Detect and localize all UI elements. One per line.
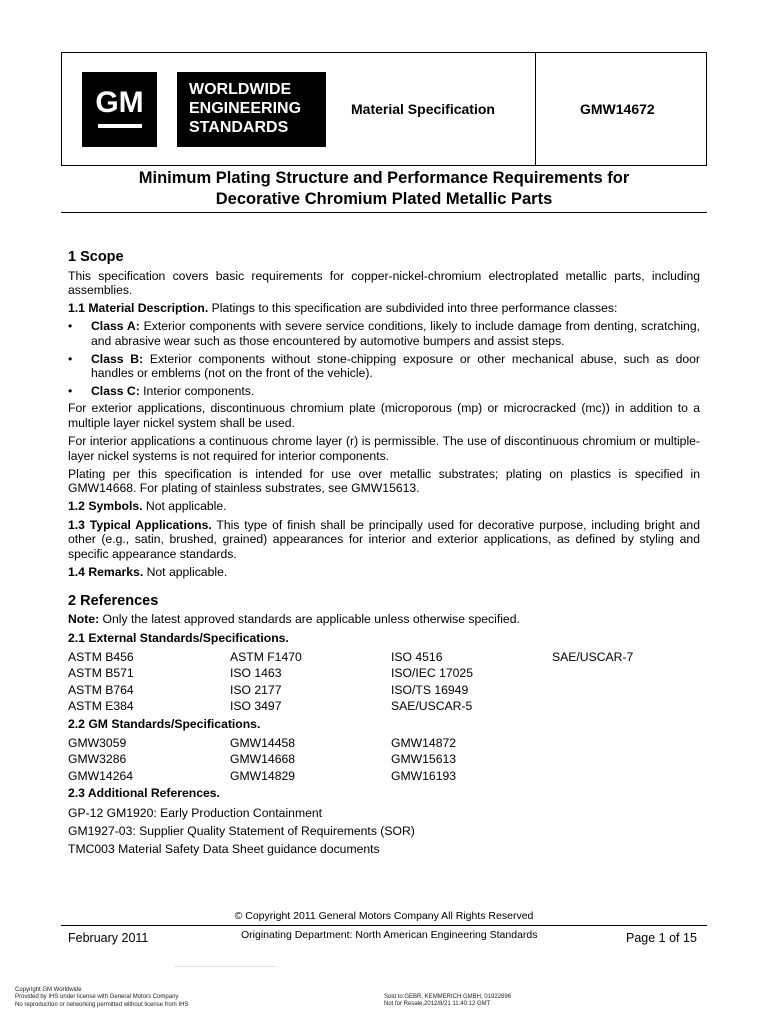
- footer-rule: [61, 925, 707, 926]
- fine-print-line: No reproduction or networking permitted without license from IHS: [15, 1001, 189, 1008]
- class-b-item: [68, 352, 700, 381]
- document-body: [68, 250, 700, 858]
- typical-text: This type of finish shall be principally used for decorative purpose, including bright and other (e.g., satin, brushed, grained) appearances for interior and exterior applications, as defined by styling and specific appearance standards.: [68, 517, 700, 561]
- additional-references-heading: [68, 786, 700, 801]
- symbols: [68, 499, 700, 514]
- copyright-notice: © Copyright 2011 General Motors Company All Rights Reserved: [234, 910, 534, 922]
- fine-print-line: Sold to:GEBR. KEMMERICH GMBH, 01922896: [384, 994, 512, 1000]
- title-rule: [61, 212, 707, 213]
- gm-standards-heading: [68, 717, 700, 732]
- class-a-item: [68, 319, 700, 348]
- bullet-icon: •: [68, 351, 73, 366]
- ref-cell: ISO 1463: [230, 666, 282, 681]
- ref-cell: [552, 682, 700, 699]
- note-label: Note:: [68, 612, 100, 627]
- bullet-icon: •: [68, 319, 73, 334]
- para-plating: Plating per this specification is intended for use over metallic substrates; plating on plastics is specified in GMW14668. For plating of stainless substrates, see GMW15613.: [68, 466, 700, 496]
- class-c-text: Interior components.: [139, 383, 255, 398]
- program-line-3: STANDARDS: [189, 119, 289, 136]
- program-line-1: WORLDWIDE: [189, 81, 292, 98]
- gm-heading-text: 2.2 GM Standards/Specifications.: [68, 716, 261, 731]
- external-standards-heading: [68, 631, 700, 646]
- typical-applications: [68, 518, 700, 562]
- material-description-text: Platings to this specification are subdivided into three performance classes:: [208, 301, 618, 316]
- additional-references-list: [68, 804, 700, 858]
- typical-label: 1.3 Typical Applications.: [68, 517, 212, 532]
- gm-logo-bar: [98, 124, 142, 128]
- para-interior: For interior applications a continuous chrome layer (r) is permissible. The use of discontinuous chromium or multiple-layer nickel systems is not required for interior components.: [68, 434, 700, 463]
- section-heading-references: 2 References: [68, 592, 159, 609]
- ref-cell: GMW3286: [68, 752, 127, 767]
- title-line-2: Decorative Chromium Plated Metallic Parts: [215, 190, 553, 208]
- class-c-label: Class C:: [91, 383, 140, 398]
- class-c-item: [68, 384, 700, 399]
- ref-cell: GMW14458: [230, 735, 296, 750]
- ref-cell: [552, 735, 700, 752]
- class-b-label: Class B:: [91, 351, 144, 366]
- material-description: [68, 301, 700, 316]
- ref-cell: GMW15613: [391, 752, 457, 767]
- additional-reference-item: GP-12 GM1920: Early Production Containment: [68, 806, 323, 821]
- ref-cell: GMW14264: [68, 768, 134, 783]
- faint-mark: [175, 966, 275, 972]
- ref-cell: ASTM B456: [68, 649, 134, 664]
- section-heading-scope: 1 Scope: [68, 249, 124, 265]
- ref-cell: [552, 698, 700, 715]
- ref-cell: ISO 3497: [230, 699, 282, 714]
- license-notice-left: [15, 987, 188, 1009]
- symbols-label: 1.2 Symbols.: [68, 499, 143, 514]
- ref-cell: ASTM F1470: [230, 649, 302, 664]
- ref-cell: GMW14668: [230, 752, 296, 767]
- external-heading-text: 2.1 External Standards/Specifications.: [68, 630, 289, 645]
- ref-cell: [552, 751, 700, 768]
- license-notice-right: [384, 994, 511, 1009]
- title-line-1: Minimum Plating Structure and Performance Requirements for: [138, 169, 630, 187]
- remarks-text: Not applicable.: [143, 564, 228, 579]
- para-exterior: For exterior applications, discontinuous chromium plate (microporous (mp) or microcracked (mc)) in addition to a multiple layer nickel system shall be used.: [68, 401, 700, 430]
- gm-logo-text: GM: [95, 85, 144, 119]
- remarks: [68, 565, 700, 580]
- gm-standards-table: [68, 735, 700, 785]
- symbols-text: Not applicable.: [142, 499, 227, 514]
- footer-date: February 2011: [68, 931, 149, 945]
- additional-reference-item: TMC003 Material Safety Data Sheet guidance documents: [68, 842, 380, 857]
- additional-heading-text: 2.3 Additional References.: [68, 786, 220, 801]
- header-divider: [535, 52, 536, 166]
- program-line-2: ENGINEERING: [189, 100, 302, 117]
- additional-reference-item: GM1927-03: Supplier Quality Statement of Requirements (SOR): [68, 824, 415, 839]
- ref-cell: SAE/USCAR-7: [552, 649, 634, 664]
- ref-cell: ISO/IEC 17025: [391, 666, 473, 681]
- material-description-label: 1.1 Material Description.: [68, 301, 209, 316]
- remarks-label: 1.4 Remarks.: [68, 564, 144, 579]
- ref-cell: ASTM B571: [68, 666, 134, 681]
- note-text: Only the latest approved standards are applicable unless otherwise specified.: [99, 612, 520, 627]
- ref-cell: [552, 665, 700, 682]
- scope-intro: This specification covers basic requirements for copper-nickel-chromium electroplated metallic parts, including assemblies.: [68, 268, 700, 298]
- document-title: [61, 168, 707, 210]
- document-type: Material Specification: [351, 101, 495, 117]
- ref-cell: ASTM E384: [68, 699, 134, 714]
- class-a-text: Exterior components with severe service conditions, likely to include damage from denting, scratching, and abrasive wear such as those encountered by automotive bumpers and assist steps.: [91, 319, 700, 348]
- fine-print-line: Copyright GM Worldwide: [15, 987, 82, 993]
- gm-logo: [82, 72, 157, 147]
- ref-cell: ISO/TS 16949: [391, 682, 469, 697]
- bullet-icon: •: [68, 383, 73, 398]
- external-standards-table: [68, 649, 700, 715]
- ref-cell: ISO 4516: [391, 649, 443, 664]
- ref-cell: GMW16193: [391, 768, 457, 783]
- ref-cell: [552, 768, 700, 785]
- ref-cell: GMW14872: [391, 735, 457, 750]
- references-note: [68, 612, 700, 627]
- ref-cell: SAE/USCAR-5: [391, 699, 473, 714]
- document-number: GMW14672: [580, 101, 655, 117]
- fine-print-line: Provided by IHS under license with General Motors Company: [15, 994, 179, 1001]
- ref-cell: GMW14829: [230, 768, 296, 783]
- ref-cell: GMW3059: [68, 735, 127, 750]
- ref-cell: ASTM B764: [68, 682, 134, 697]
- class-a-label: Class A:: [91, 319, 140, 334]
- ref-cell: ISO 2177: [230, 682, 282, 697]
- class-b-text: Exterior components without stone-chipping exposure or other mechanical abuse, such as door handles or emblems (not on the front of the vehicle).: [91, 351, 700, 381]
- fine-print-line: Not for Resale,2012/8/21 11:40:12 GMT: [384, 1001, 491, 1008]
- footer-department: Originating Department: North American Engineering Standards: [241, 929, 538, 941]
- worldwide-engineering-standards-logo: [177, 72, 326, 147]
- footer-page-number: Page 1 of 15: [626, 931, 697, 945]
